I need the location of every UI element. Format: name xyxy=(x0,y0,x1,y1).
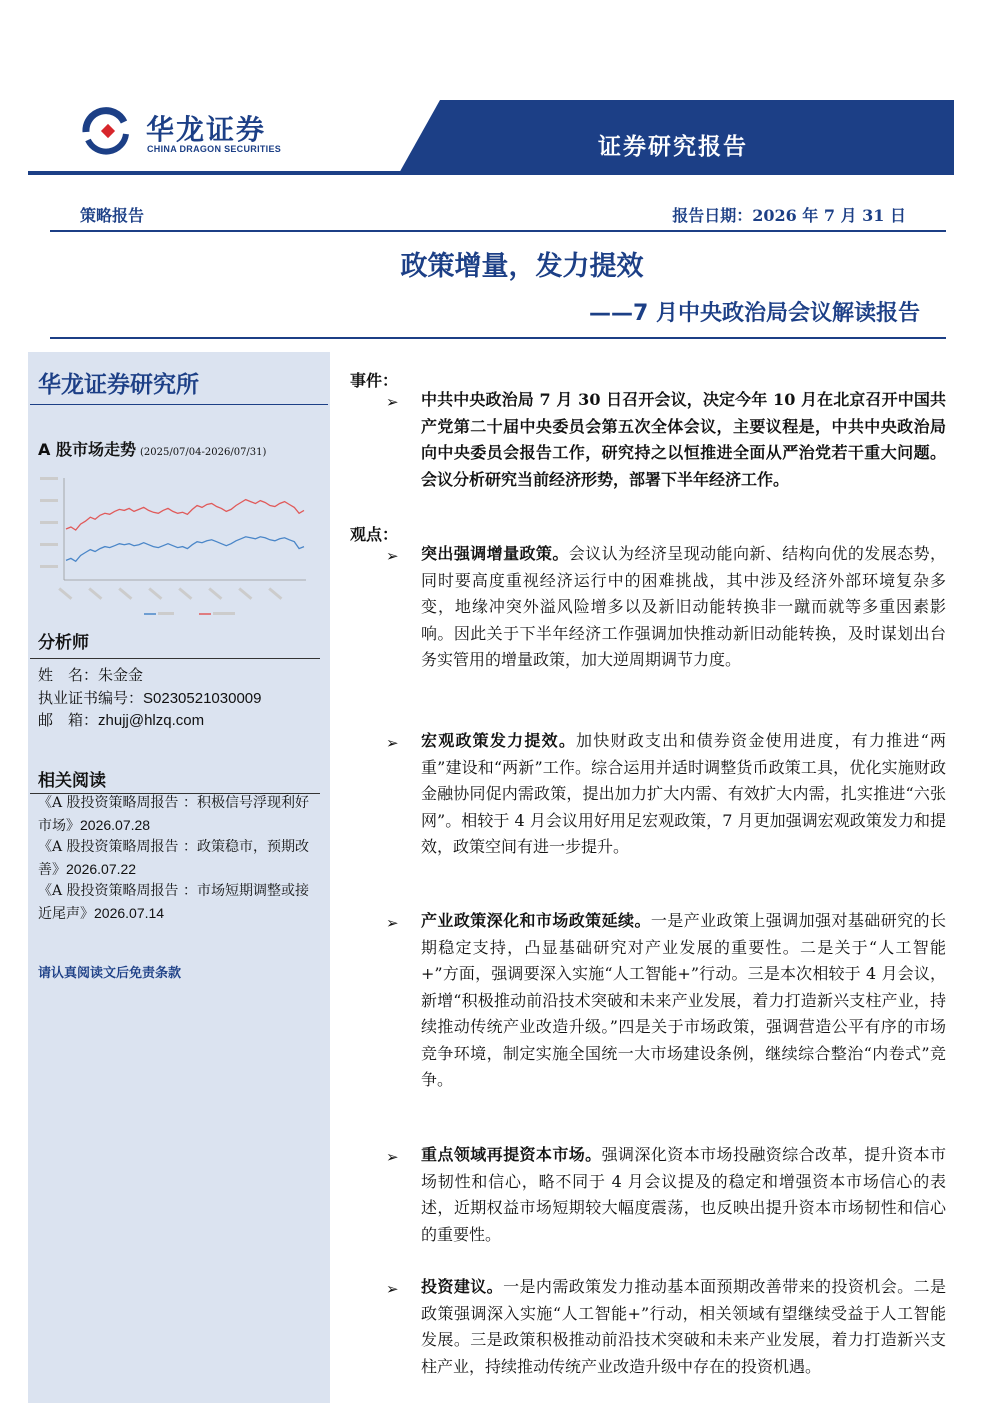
chart-series-line-0 xyxy=(66,500,304,530)
point-body: 一是产业政策上强调加强对基础研究的长期稳定支持，凸显基础研究对产业发展的重要性。二是关于“人工智能+”方面，强调要深入实施“人工智能+”行动。三是本次相较于 4 月会议，新增“积极推动前沿技术突破和未来产业发展，着力打造新兴支柱产业，持续推动传统产业改造升级。”四是关于市场政策，强调营造公平有序的市场竞争环境，制定实施全国统一大市场建设条例，继续综合整治“内卷式”竞争。 xyxy=(421,911,946,1089)
institute-name: 华龙证券研究所 xyxy=(38,372,199,398)
analyst-email[interactable]: zhujj@hlzq.com xyxy=(98,712,205,729)
point-body: 会议认为经济呈现动能向新、结构向优的发展态势，同时要高度重视经济运行中的困难挑战，其中涉及经济外部环境复杂多变，地缘冲突外溢风险增多以及新旧动能转换非一蹴而就等多重因素影响。因此关于下半年经济工作强调加快推动新旧动能转换，及时谋划出台务实管用的增量政策，加大逆周期调节力度。 xyxy=(421,544,946,669)
point-paragraph xyxy=(421,541,946,674)
analyst-label: 执业证书编号： xyxy=(38,689,144,707)
analyst-cert-row xyxy=(38,687,261,708)
related-title: 《A 股投资策略周报告 ：政策稳市，预期改善》 xyxy=(38,839,310,878)
event-label: 事件： xyxy=(350,371,399,390)
analyst-email-row xyxy=(38,709,204,730)
point-paragraph xyxy=(421,1274,946,1380)
point-heading: 投资建议。 xyxy=(421,1277,504,1296)
point-body: 一是内需政策发力推动基本面预期改善带来的投资机会。二是政策强调深入实施“人工智能+”行动，相关领域有望继续受益于人工智能发展。三是政策积极推动前沿技术突破和未来产业发展，着力打造新兴支柱产业，持续推动传统产业改造升级中存在的投资机遇。 xyxy=(421,1277,946,1376)
chart-series-line-1 xyxy=(66,537,304,562)
analyst-name-row xyxy=(38,664,143,685)
divider xyxy=(50,337,946,339)
bullet-arrow-icon: ➢ xyxy=(386,1280,399,1298)
page-subtitle: ——7 月中央政治局会议解读报告 xyxy=(589,301,920,326)
y-axis-ticks xyxy=(40,477,58,568)
bullet-arrow-icon: ➢ xyxy=(386,547,399,565)
bullet-arrow-icon: ➢ xyxy=(386,914,399,932)
bullet-arrow-icon: ➢ xyxy=(386,1148,399,1166)
analyst-value: 朱金金 xyxy=(98,666,144,684)
related-title: 《A 股投资策略周报告 ：积极信号浮现利好市场》 xyxy=(38,795,310,834)
x-axis-ticks xyxy=(58,587,282,600)
bullet-arrow-icon: ➢ xyxy=(386,393,399,411)
related-date: 2026.07.14 xyxy=(94,905,165,921)
brand-name: 华龙证券 xyxy=(146,113,267,146)
related-date: 2026.07.28 xyxy=(80,817,151,833)
brand-name-en: CHINA DRAGON SECURITIES xyxy=(147,144,282,154)
related-item[interactable] xyxy=(38,792,320,837)
point-paragraph xyxy=(421,1142,946,1248)
report-type-banner: 证券研究报告 xyxy=(598,133,748,160)
point-heading: 重点领域再提资本市场。 xyxy=(421,1145,602,1164)
analyst-label: 邮 箱： xyxy=(38,711,99,729)
divider xyxy=(30,404,328,405)
event-paragraph: 中共中央政治局 7 月 30 日召开会议，决定今年 10 月在北京召开中国共产党第二十届中央委员会第五次全体会议，主要议程是，中共中央政治局向中央委员会报告工作，研究持之以恒推进全面从严治党若干重大问题。会议分析研究当前经济形势，部署下半年经济工作。 xyxy=(421,390,946,489)
page-title: 政策增量，发力提效 xyxy=(400,251,644,282)
point-body: 加快财政支出和债券资金使用进度，有力推进“两重”建设和“两新”工作。综合运用并适时调整货币政策工具，优化实施财政金融协同促内需政策，提出加力扩大内需、有效扩大内需，扎实推进“六张网”。相较于 4 月会议用好用足宏观政策，7 月更加强调宏观政策发力和提效，政策空间有进一步提升。 xyxy=(421,731,946,856)
point-paragraph xyxy=(421,728,946,861)
header-banner xyxy=(0,100,992,180)
analyst-heading: 分析师 xyxy=(38,633,89,653)
view-label: 观点： xyxy=(350,525,399,544)
analyst-value: S0230521030009 xyxy=(143,690,262,707)
related-item[interactable] xyxy=(38,836,320,881)
divider xyxy=(30,658,320,659)
related-title: 《A 股投资策略周报告 ：市场短期调整或接近尾声》 xyxy=(38,883,310,922)
point-paragraph xyxy=(421,908,946,1094)
point-heading: 产业政策深化和市场政策延续。 xyxy=(421,911,651,930)
related-item[interactable] xyxy=(38,880,320,925)
report-date: 报告日期：2026 年 7 月 31 日 xyxy=(672,206,906,225)
market-trend-title: A 股市场走势 xyxy=(38,440,136,459)
point-heading: 宏观政策发力提效。 xyxy=(421,731,577,750)
point-body: 强调深化资本市场投融资综合改革，提升资本市场韧性和信心，略不同于 4 月会议提及的稳定和增强资本市场信心的表述，近期权益市场短期较大幅度震荡，也反映出提升资本市场韧性和信心的重要性。 xyxy=(421,1145,946,1244)
report-category: 策略报告 xyxy=(80,206,145,225)
related-reading-heading: 相关阅读 xyxy=(38,771,106,791)
disclaimer-note: 请认真阅读文后免责条款 xyxy=(38,966,182,981)
related-date: 2026.07.22 xyxy=(66,861,137,877)
market-trend-heading xyxy=(38,437,266,460)
analyst-label: 姓 名： xyxy=(38,666,99,684)
market-trend-chart xyxy=(34,470,320,622)
chart-legend xyxy=(144,612,235,615)
market-trend-range: (2025/07/04-2026/07/31) xyxy=(139,447,267,458)
bullet-arrow-icon: ➢ xyxy=(386,734,399,752)
point-heading: 突出强调增量政策。 xyxy=(421,544,569,563)
chart-series xyxy=(66,500,304,562)
divider xyxy=(50,230,946,232)
